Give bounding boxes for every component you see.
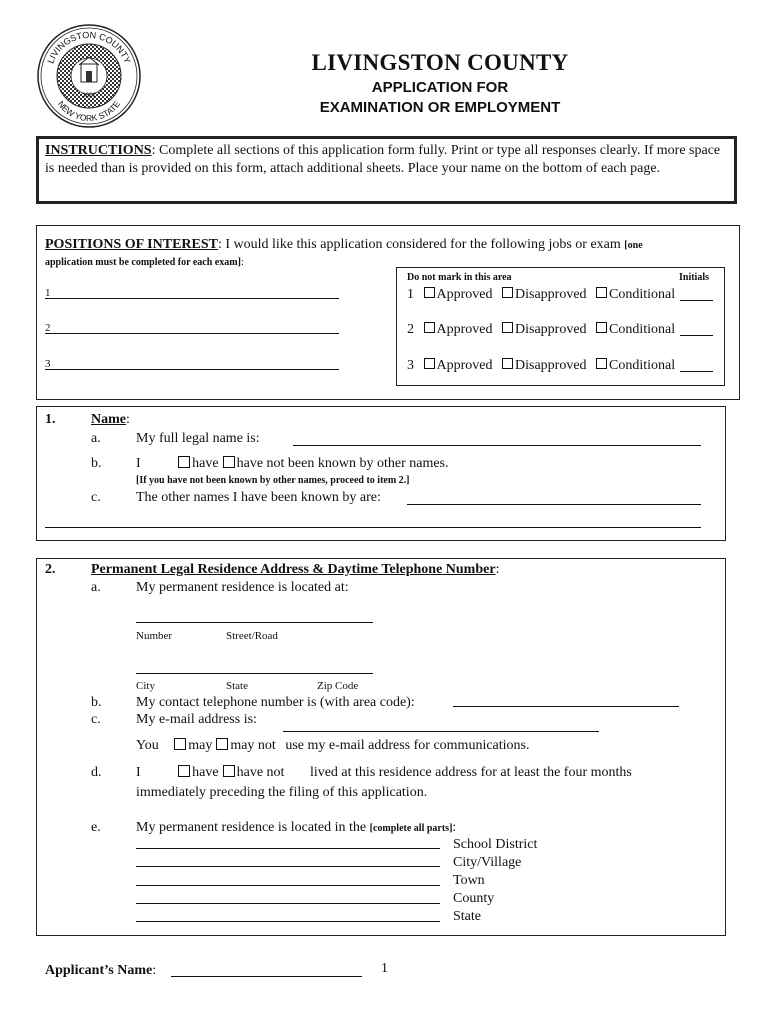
position-line-2-number: 2 [45, 322, 51, 334]
number-label: Number [136, 630, 173, 642]
item-2c-label: c. [91, 712, 101, 727]
may-not-label: may not [230, 738, 276, 753]
have-not-label: have not been known by other names. [236, 456, 449, 471]
do-not-mark-label: Do not mark in this area [407, 272, 512, 283]
disapproved-checkbox [502, 322, 513, 333]
item-2e-label: e. [91, 820, 101, 835]
instructions-label: INSTRUCTIONS [45, 143, 152, 158]
city-label: City [136, 680, 155, 692]
instructions [45, 142, 725, 178]
may-not-checkbox[interactable] [216, 738, 228, 750]
item-2d-i: I [136, 765, 141, 780]
disapproved-label: Disapproved [515, 358, 587, 373]
approved-label: Approved [436, 287, 493, 302]
position-line-3[interactable] [45, 369, 339, 370]
full-legal-name-field[interactable] [293, 445, 701, 446]
seal-bottom-text: NEW YORK STATE [55, 98, 123, 124]
section-2-colon: : [495, 562, 500, 577]
use-email-label: use my e-mail address for communications. [285, 738, 530, 753]
initials-line-3 [680, 371, 713, 372]
item-2b-label: b. [91, 695, 102, 710]
item-1c-text: The other names I have been known by are: [136, 490, 381, 505]
you-label: You [136, 738, 159, 753]
initials-line-1 [680, 300, 713, 301]
item-1b-text [136, 456, 449, 472]
approval-row-3 [407, 358, 675, 374]
school-district-label: School District [453, 837, 538, 852]
have-not-checkbox[interactable] [223, 456, 235, 468]
approved-checkbox [424, 358, 435, 369]
conditional-checkbox [596, 322, 607, 333]
applicant-name-text: Applicant’s Name [45, 963, 153, 978]
item-1b-note: [If you have not been known by other names, proceed to item 2.] [136, 475, 410, 486]
position-line-1-number: 1 [45, 287, 51, 299]
approved-label: Approved [436, 358, 493, 373]
item-2e-colon: : [452, 820, 457, 835]
item-1b-label: b. [91, 456, 102, 471]
street-address-field[interactable] [136, 622, 373, 623]
positions-note-1: [one [624, 240, 643, 251]
county-label: County [453, 891, 495, 906]
state-label: State [226, 680, 248, 692]
city-village-field[interactable] [136, 866, 440, 867]
approved-checkbox [424, 322, 435, 333]
zip-label: Zip Code [317, 680, 359, 692]
item-2e-text [136, 820, 456, 836]
item-1b-i: I [136, 456, 141, 471]
section-2-title [91, 562, 499, 578]
positions-label: POSITIONS OF INTEREST [45, 237, 218, 252]
city-village-label: City/Village [453, 855, 522, 870]
town-label: Town [453, 873, 485, 888]
item-1a-text: My full legal name is: [136, 431, 260, 446]
subtitle-2: EXAMINATION OR EMPLOYMENT [319, 99, 561, 116]
street-label: Street/Road [226, 630, 278, 642]
section-1-title-text: Name [91, 412, 126, 427]
item-2d-text-1: lived at this residence address for at least the four months [309, 765, 632, 780]
applicant-name-colon: : [152, 963, 157, 978]
seal-top-text: LIVINGSTON COUNTY [45, 29, 133, 65]
instructions-text: : Complete all sections of this application form fully. Print or type all responses clearly. If more space is needed than is provided on this form, attach additional sheets. Place your name on the bottom of each page. [45, 143, 721, 176]
may-checkbox[interactable] [174, 738, 186, 750]
section-2-title-text: Permanent Legal Residence Address & Daytime Telephone Number [91, 562, 496, 577]
state-field-label: State [453, 909, 481, 924]
approval-row-number: 3 [407, 358, 414, 373]
section-2-number: 2. [45, 562, 56, 577]
lived-have-checkbox[interactable] [178, 765, 190, 777]
approval-row-number: 2 [407, 322, 414, 337]
approved-label: Approved [436, 322, 493, 337]
have-label: have [192, 456, 219, 471]
approval-row-number: 1 [407, 287, 414, 302]
disapproved-checkbox [502, 358, 513, 369]
telephone-field[interactable] [453, 706, 679, 707]
have-checkbox[interactable] [178, 456, 190, 468]
positions-heading [45, 237, 735, 253]
initials-line-2 [680, 335, 713, 336]
conditional-label: Conditional [609, 322, 676, 337]
item-2d-text [136, 765, 632, 781]
item-2d-label: d. [91, 765, 102, 780]
may-label: may [188, 738, 213, 753]
lived-have-not-checkbox[interactable] [223, 765, 235, 777]
item-2a-label: a. [91, 580, 101, 595]
disapproved-label: Disapproved [515, 287, 587, 302]
email-field[interactable] [283, 731, 599, 732]
approved-checkbox [424, 287, 435, 298]
lived-have-label: have [192, 765, 219, 780]
email-permission [136, 738, 530, 754]
item-2e-note: [complete all parts] [369, 823, 453, 834]
item-1c-label: c. [91, 490, 101, 505]
county-field[interactable] [136, 903, 440, 904]
conditional-checkbox [596, 358, 607, 369]
positions-note-2: application must be completed for each exam] [45, 257, 241, 268]
town-field[interactable] [136, 885, 440, 886]
section-1-box [36, 406, 726, 541]
item-2b-text: My contact telephone number is (with area code): [136, 695, 415, 710]
conditional-checkbox [596, 287, 607, 298]
section-1-title [91, 412, 130, 428]
approval-row-1 [407, 287, 675, 303]
item-2c-text: My e-mail address is: [136, 712, 257, 727]
disapproved-checkbox [502, 287, 513, 298]
county-seal [36, 22, 142, 130]
initials-label: Initials [679, 272, 710, 283]
other-names-field-2[interactable] [45, 527, 701, 528]
position-line-1[interactable] [45, 298, 339, 299]
applicant-name-field[interactable] [171, 976, 362, 977]
other-names-field-1[interactable] [407, 504, 701, 505]
city-state-zip-field[interactable] [136, 673, 373, 674]
approval-row-2 [407, 322, 675, 338]
item-2e-text-main: My permanent residence is located in the [136, 820, 367, 835]
section-1-colon: : [126, 412, 130, 427]
applicant-name-label [45, 963, 156, 979]
page-title: LIVINGSTON COUNTY [311, 50, 569, 75]
lived-have-not-label: have not [236, 765, 285, 780]
position-line-2[interactable] [45, 333, 339, 334]
state-field[interactable] [136, 921, 440, 922]
page-number: 1 [381, 961, 388, 976]
section-1-number: 1. [45, 412, 56, 427]
school-district-field[interactable] [136, 848, 440, 849]
item-1a-label: a. [91, 431, 101, 446]
conditional-label: Conditional [609, 358, 676, 373]
subtitle-1: APPLICATION FOR [371, 79, 509, 96]
positions-text: : I would like this application considered for the following jobs or exam [217, 237, 621, 252]
conditional-label: Conditional [609, 287, 676, 302]
item-2d-text-2: immediately preceding the filing of this application. [136, 785, 428, 800]
positions-note-colon: : [240, 256, 244, 268]
seal-year: 1821 [82, 93, 96, 99]
position-line-3-number: 3 [45, 358, 51, 370]
disapproved-label: Disapproved [515, 322, 587, 337]
item-2a-text: My permanent residence is located at: [136, 580, 349, 595]
